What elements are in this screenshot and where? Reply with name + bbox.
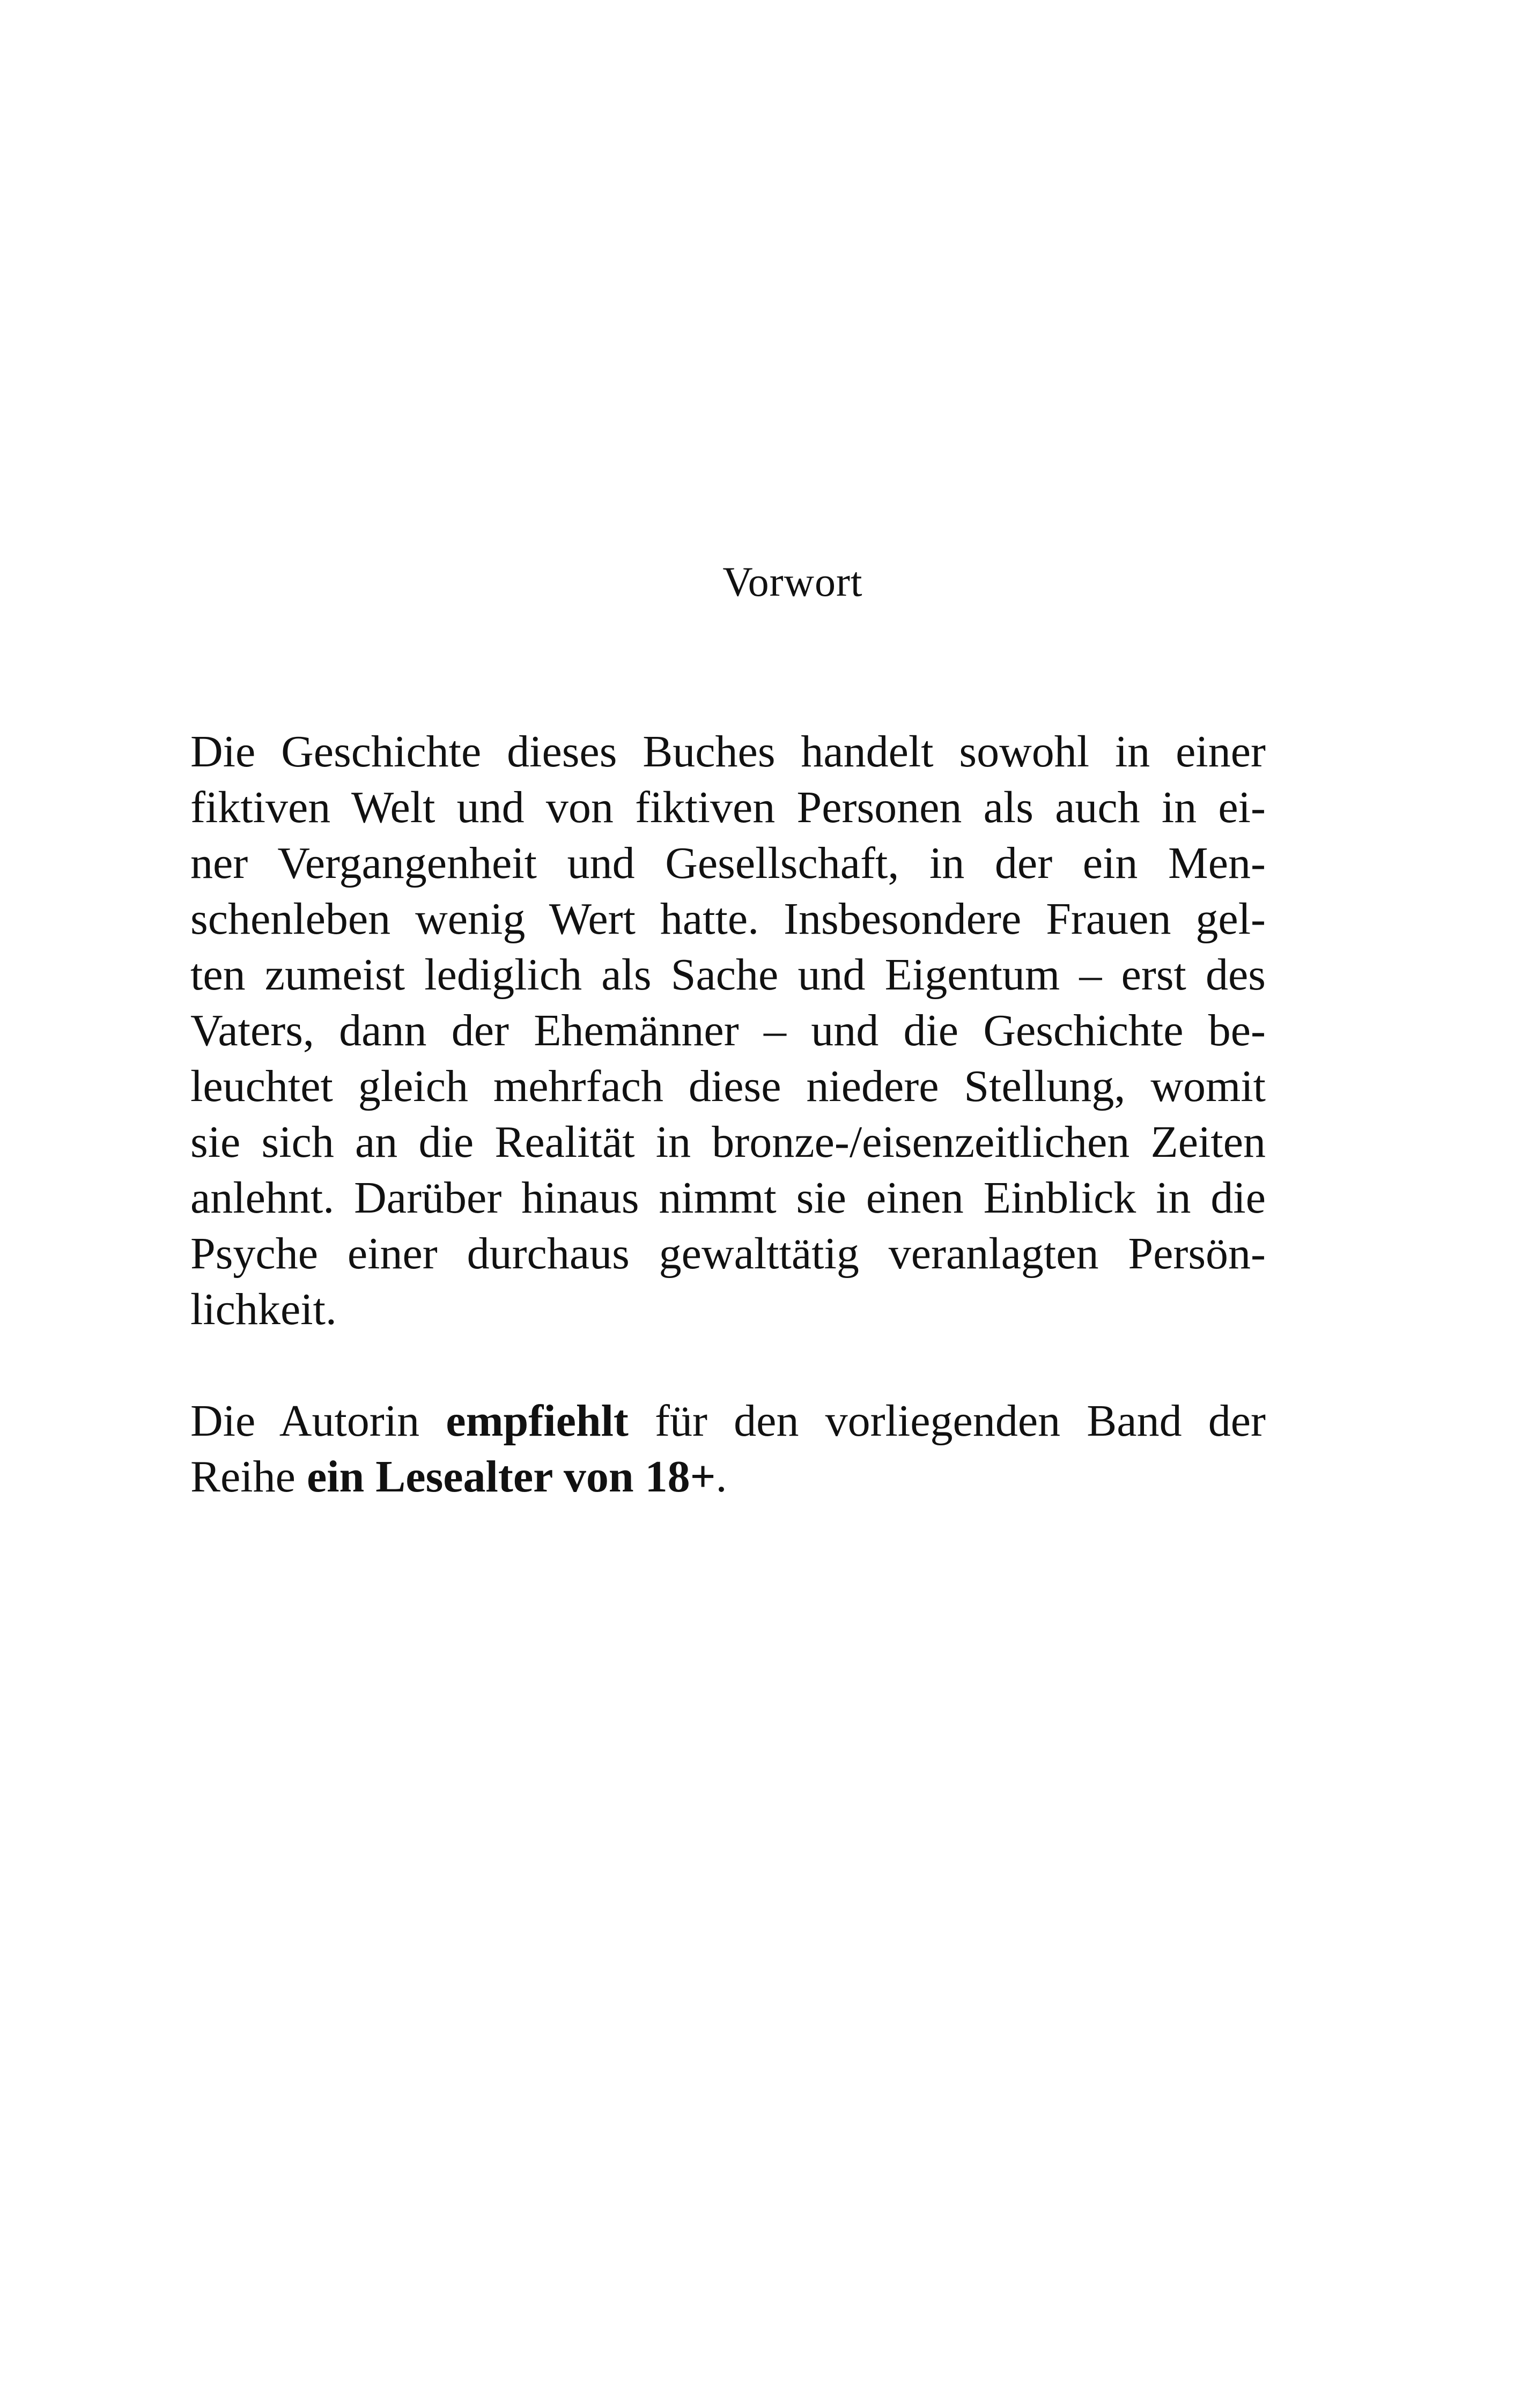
emphasis-recommends: empfiehlt <box>446 1396 629 1446</box>
emphasis-reading-age: ein Lesealter von 18+ <box>306 1452 716 1502</box>
paragraph-spacer <box>190 1338 1266 1393</box>
text-line: Vaters, dann der Ehemänner – und die Geschichte be- <box>190 1006 1266 1055</box>
body-text <box>190 724 1266 1505</box>
text-line: ten zumeist lediglich als Sache und Eigentum – erst des <box>190 950 1266 1000</box>
text-line: Die Geschichte dieses Buches handelt sowohl in einer <box>190 727 1266 777</box>
text-run: für den vorliegenden Band der <box>628 1396 1266 1446</box>
text-line: fiktiven Welt und von fiktiven Personen als auch in ei- <box>190 782 1266 832</box>
text-line: ner Vergangenheit und Gesellschaft, in der ein Men- <box>190 838 1266 888</box>
page-title: Vorwort <box>722 558 863 605</box>
text-line <box>190 1449 1266 1505</box>
text-run: . <box>715 1452 727 1502</box>
text-line: sie sich an die Realität in bronze-/eisenzeitlichen Zeiten <box>190 1117 1266 1167</box>
text-line: lichkeit. <box>190 1284 337 1334</box>
text-line <box>190 1393 1266 1449</box>
text-line: leuchtet gleich mehrfach diese niedere Stellung, womit <box>190 1061 1266 1111</box>
text-line: schenleben wenig Wert hatte. Insbesondere Frauen gel- <box>190 894 1266 944</box>
text-line: anlehnt. Darüber hinaus nimmt sie einen Einblick in die <box>190 1173 1266 1223</box>
paragraph-content-warning <box>190 724 1266 1338</box>
text-line: Psyche einer durchaus gewalttätig veranlagten Persön- <box>190 1229 1266 1279</box>
text-run: Die Autorin <box>190 1396 446 1446</box>
text-run: Reihe <box>190 1452 307 1502</box>
paragraph-age-recommendation <box>190 1393 1266 1505</box>
